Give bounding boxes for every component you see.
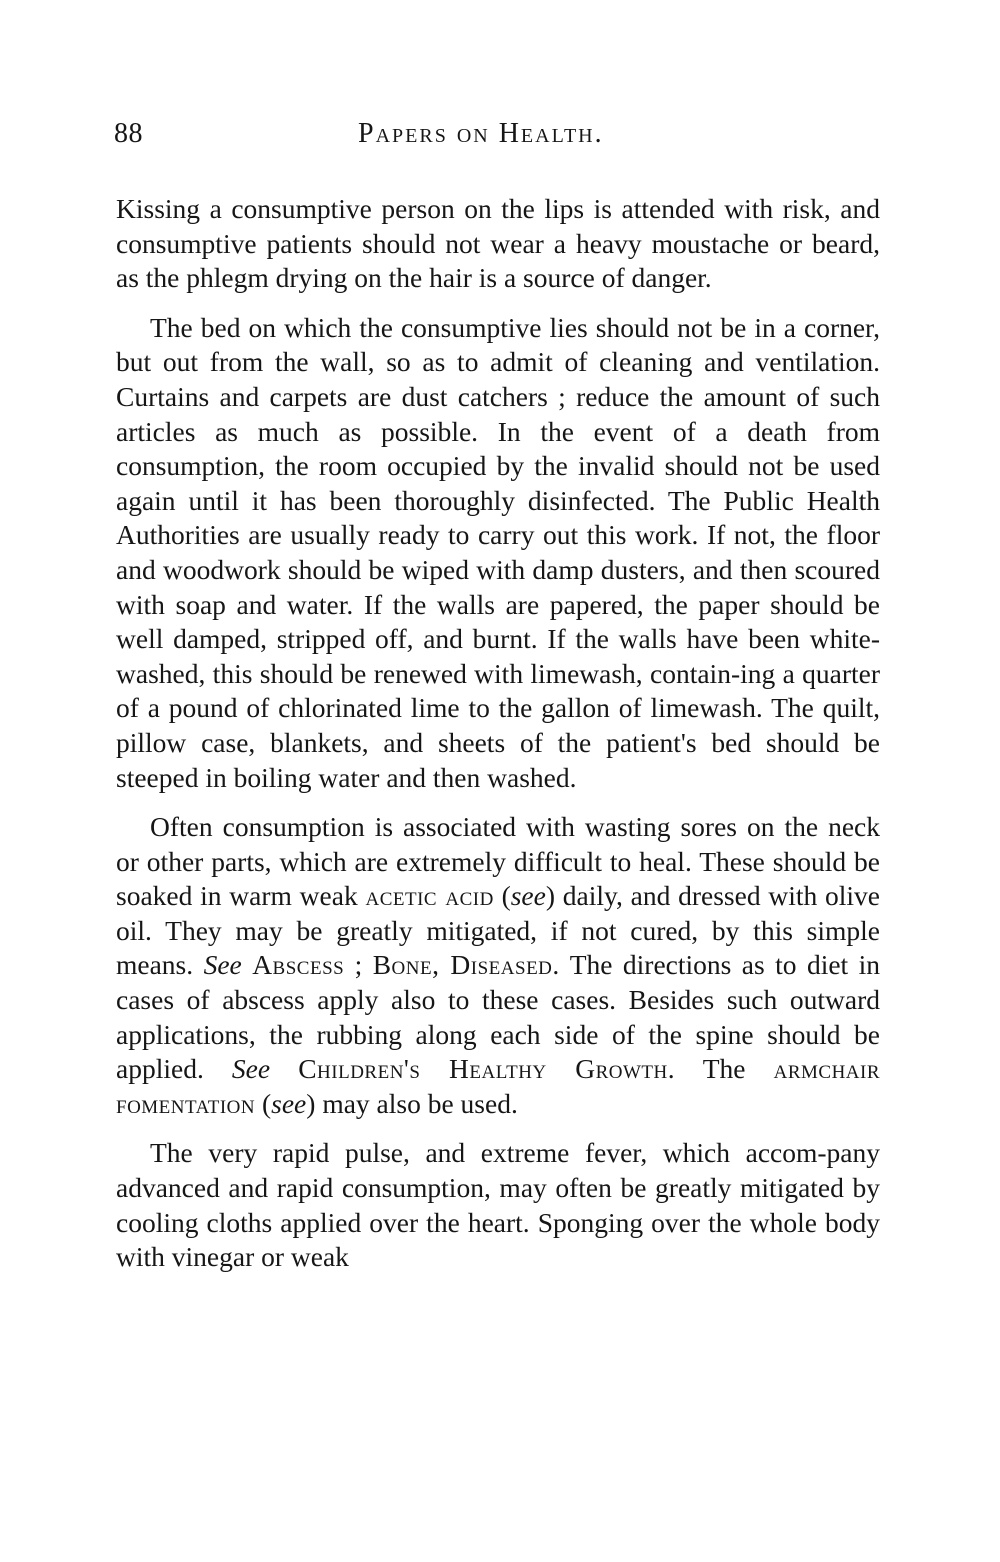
sores-text-6: may also be used.: [315, 1087, 518, 1119]
paragraph-pulse: The very rapid pulse, and extreme fever, which accom-pany advanced and rapid consumption, may often be greatly mitigated by cooling cloths applied over the heart. Sponging over the whole body with vinegar or weak: [116, 1137, 880, 1273]
paragraph-kissing: Kissing a consumptive person on the lips is attended with risk, and consumptive patients should not wear a heavy moustache or beard, as the phlegm drying on the hair is a source of danger.: [116, 193, 880, 294]
cross-ref-childrens-growth: Children's Healthy Growth.: [298, 1053, 676, 1085]
paragraph-sores: Often consumption is associated with wasting sores on the neck or other parts, which are extremely difficult to heal. These should be soaked in warm weak acetic acid (see) daily, and dressed with olive oil. They may be greatly mitigated, if not cured, by this simple means. See Abscess ; Bone, Diseased. The directions as to diet in cases of abscess apply also to these cases. Besides such outward applications, the rubbing along each side of the spine should be applied. See Children's Healthy Growth. The armchair fomentation (see) may also be used.: [116, 811, 881, 1119]
sores-text-5: The: [675, 1053, 774, 1085]
see-ref-1: see: [510, 880, 546, 912]
sores-text-4: The directions as to diet in cases of abscess apply also to these cases. Besides such outward applications, the rubbing along each side of the spine should be applied.: [116, 949, 881, 1085]
see-ref-4: see: [271, 1087, 307, 1119]
cross-ref-armchair-fomentation: armchair fomentation: [116, 1053, 881, 1119]
running-title: Papers on Health.: [358, 118, 604, 149]
see-ref-2: See: [203, 949, 242, 981]
cross-ref-acetic-acid: acetic acid: [365, 880, 494, 912]
body-text: [116, 192, 880, 1290]
page-header: [114, 118, 884, 158]
sores-text-3: ;: [344, 949, 373, 981]
see-ref-3: See: [231, 1053, 271, 1085]
sores-text-1: Often consumption is associated with wasting sores on the neck or other parts, which are extremely difficult to heal. These should be soaked in warm weak: [116, 811, 880, 912]
sores-text-2: daily, and dressed with olive oil. They may be greatly mitigated, if not cured, by this simple means.: [116, 880, 880, 981]
paragraph-bed: The bed on which the consumptive lies should not be in a corner, but out from the wall, so as to admit of cleaning and ventilation. Curtains and carpets are dust catchers ; reduce the amount of such articles as much as possible. In the event of a death from consumption, the room occupied by the invalid should not be used again until it has been thoroughly disinfected. The Public Health Authorities are usually ready to carry out this work. If not, the floor and woodwork should be wiped with damp dusters, and then scoured with soap and water. If the walls are papered, the paper should be well damped, stripped off, and burnt. If the walls have been white-washed, this should be renewed with limewash, contain-ing a quarter of a pound of chlorinated lime to the gallon of limewash. The quilt, pillow case, blankets, and sheets of the patient's bed should be steeped in boiling water and then washed.: [116, 311, 880, 793]
cross-ref-abscess: Abscess: [252, 949, 345, 981]
page-number: 88: [114, 118, 143, 149]
cross-ref-bone-diseased: Bone, Diseased.: [372, 949, 560, 981]
